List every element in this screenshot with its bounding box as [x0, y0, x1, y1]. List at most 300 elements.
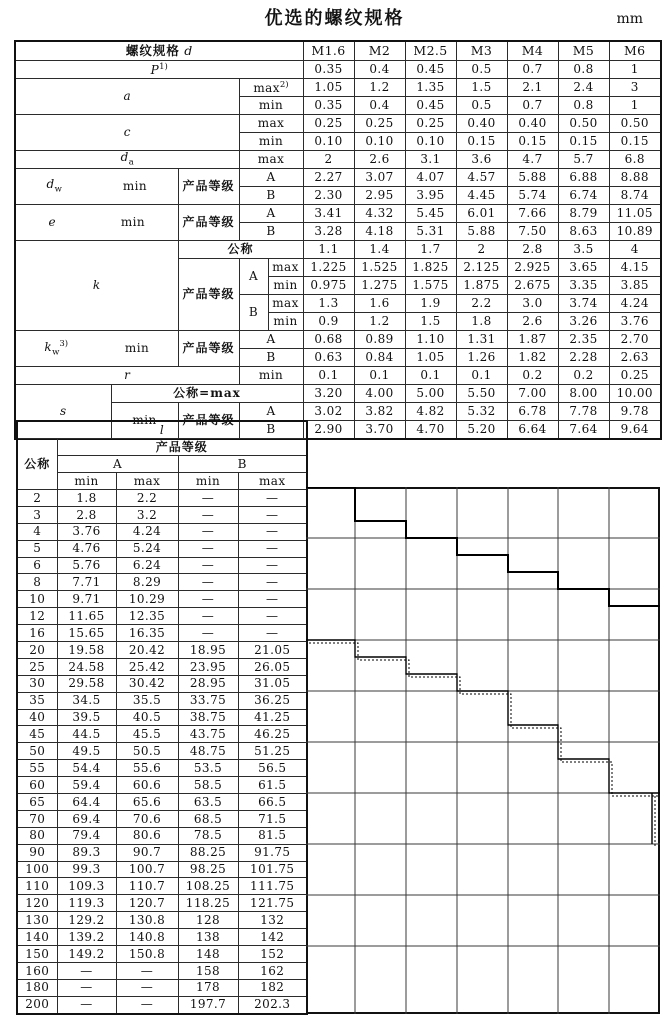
l-table-row [17, 827, 307, 844]
l-value-cell: 90.7 [116, 844, 178, 861]
value-cell: 2.675 [507, 277, 558, 295]
value-cell: 5.88 [507, 169, 558, 187]
l-value-cell: 49.5 [57, 743, 116, 760]
k-A-max-label: max [268, 259, 303, 277]
l-value-cell: 69.4 [57, 810, 116, 827]
l-table-row [17, 844, 307, 861]
value-cell: 0.15 [558, 133, 609, 151]
value-cell: 5.20 [456, 421, 507, 440]
value-cell: 8.00 [558, 385, 609, 403]
dw-grade-label: 产品等级 [178, 169, 239, 205]
value-cell: 1.1 [303, 241, 354, 259]
l-grade-A: A [57, 456, 178, 473]
l-value-cell: 20 [17, 642, 57, 659]
kw-grade-B: B [239, 349, 303, 367]
l-value-cell: 111.75 [238, 878, 307, 895]
min-length-step [306, 487, 660, 606]
row-a-max [15, 79, 661, 97]
value-cell: 2 [303, 151, 354, 169]
l-value-cell: 61.5 [238, 777, 307, 794]
l-value-cell: 58.5 [178, 777, 238, 794]
l-value-cell: 7.71 [57, 574, 116, 591]
l-value-cell: 56.5 [238, 760, 307, 777]
l-value-cell: — [178, 540, 238, 557]
l-value-cell: 8.29 [116, 574, 178, 591]
l-table-row [17, 878, 307, 895]
value-cell: 1.05 [303, 79, 354, 97]
l-value-cell: 129.2 [57, 912, 116, 929]
row-c-max [15, 115, 661, 133]
value-cell: 0.40 [507, 115, 558, 133]
value-cell: 3.26 [558, 313, 609, 331]
value-cell: 0.1 [405, 367, 456, 385]
value-cell: 1.275 [354, 277, 405, 295]
row-da [15, 151, 661, 169]
l-table-row [17, 591, 307, 608]
value-cell: 7.66 [507, 205, 558, 223]
l-value-cell: 3.76 [57, 523, 116, 540]
thread-spec-label: 螺纹规格 d [15, 41, 303, 61]
value-cell: 0.63 [303, 349, 354, 367]
value-cell: 0.15 [609, 133, 661, 151]
dw-grade-B: B [239, 187, 303, 205]
l-value-cell: 43.75 [178, 726, 238, 743]
l-value-cell: 4.24 [116, 523, 178, 540]
value-cell: 4.45 [456, 187, 507, 205]
l-value-cell: 48.75 [178, 743, 238, 760]
k-label: k [15, 241, 178, 331]
value-cell: 9.78 [609, 403, 661, 421]
l-value-cell: 119.3 [57, 895, 116, 912]
value-cell: 1.5 [456, 79, 507, 97]
value-cell: 3.85 [609, 277, 661, 295]
l-value-cell: 70 [17, 810, 57, 827]
value-cell: 4 [609, 241, 661, 259]
value-cell: 5.7 [558, 151, 609, 169]
l-value-cell: 30.42 [116, 675, 178, 692]
row-s-A [15, 403, 661, 421]
l-value-cell: 132 [238, 912, 307, 929]
l-value-cell: 31.05 [238, 675, 307, 692]
value-cell: 8.74 [609, 187, 661, 205]
l-value-cell: 130.8 [116, 912, 178, 929]
l-value-cell: 64.4 [57, 794, 116, 811]
value-cell: 1.6 [354, 295, 405, 313]
value-cell: 3.82 [354, 403, 405, 421]
value-cell: 6.74 [558, 187, 609, 205]
l-table-row [17, 979, 307, 996]
value-cell: 3.02 [303, 403, 354, 421]
l-value-cell: 180 [17, 979, 57, 996]
value-cell: 1.87 [507, 331, 558, 349]
value-cell: 5.31 [405, 223, 456, 241]
value-cell: 8.63 [558, 223, 609, 241]
value-cell: 8.88 [609, 169, 661, 187]
value-cell: 1.525 [354, 259, 405, 277]
l-value-cell: 70.6 [116, 810, 178, 827]
l-value-cell: — [238, 540, 307, 557]
l-value-cell: 68.5 [178, 810, 238, 827]
value-cell: 2.90 [303, 421, 354, 440]
l-value-cell: 5 [17, 540, 57, 557]
value-cell: 0.25 [609, 367, 661, 385]
value-cell: 4.70 [405, 421, 456, 440]
value-cell: 3.65 [558, 259, 609, 277]
l-table-row [17, 726, 307, 743]
l-value-cell: 18.95 [178, 642, 238, 659]
value-cell: 0.10 [354, 133, 405, 151]
value-cell: 10.89 [609, 223, 661, 241]
l-value-cell: 44.5 [57, 726, 116, 743]
value-cell: 1.9 [405, 295, 456, 313]
value-cell: 5.00 [405, 385, 456, 403]
value-cell: 2.30 [303, 187, 354, 205]
l-value-cell: 54.4 [57, 760, 116, 777]
l-value-cell: 3 [17, 506, 57, 523]
value-cell: 3.5 [558, 241, 609, 259]
kw-grade-A: A [239, 331, 303, 349]
value-cell: 0.25 [405, 115, 456, 133]
value-cell: 1.4 [354, 241, 405, 259]
value-cell: 2.2 [456, 295, 507, 313]
l-value-cell: — [116, 979, 178, 996]
value-cell: 5.45 [405, 205, 456, 223]
c-min-label: min [239, 133, 303, 151]
l-label: l [17, 421, 307, 439]
l-value-cell: 60.6 [116, 777, 178, 794]
value-cell: M1.6 [303, 41, 354, 61]
l-table-row [17, 777, 307, 794]
value-cell: 1.26 [456, 349, 507, 367]
value-cell: 2.8 [507, 241, 558, 259]
l-value-cell: 99.3 [57, 861, 116, 878]
l-value-cell: — [178, 625, 238, 642]
l-value-cell: 36.25 [238, 692, 307, 709]
value-cell: 2.925 [507, 259, 558, 277]
value-cell: 3.95 [405, 187, 456, 205]
l-value-cell: 142 [238, 929, 307, 946]
value-cell: 2.35 [558, 331, 609, 349]
a-max-label: $\max^{2)}$ [239, 79, 303, 97]
l-value-cell: 149.2 [57, 946, 116, 963]
value-cell: 0.4 [354, 61, 405, 79]
value-cell: 0.10 [405, 133, 456, 151]
value-cell: 1.2 [354, 79, 405, 97]
l-table-row [17, 794, 307, 811]
e-grade-label: 产品等级 [178, 205, 239, 241]
l-B-min-label: min [178, 473, 238, 490]
value-cell: 8.79 [558, 205, 609, 223]
l-value-cell: 101.75 [238, 861, 307, 878]
l-value-cell: 81.5 [238, 827, 307, 844]
k-nominal-label: 公称 [178, 241, 303, 259]
l-value-cell: 2 [17, 490, 57, 507]
value-cell: 0.2 [507, 367, 558, 385]
l-value-cell: — [238, 574, 307, 591]
s-grade-A: A [239, 403, 303, 421]
l-value-cell: 66.5 [238, 794, 307, 811]
s-grade-B: B [239, 421, 303, 440]
value-cell: 5.74 [507, 187, 558, 205]
dw-grade-A: A [239, 169, 303, 187]
l-value-cell: — [238, 608, 307, 625]
l-value-cell: 150 [17, 946, 57, 963]
l-value-cell: 89.3 [57, 844, 116, 861]
value-cell: 0.50 [609, 115, 661, 133]
l-value-cell: 110.7 [116, 878, 178, 895]
l-value-cell: 5.24 [116, 540, 178, 557]
l-table-row [17, 506, 307, 523]
row-P [15, 61, 661, 79]
value-cell: 0.1 [354, 367, 405, 385]
r-label: r [15, 367, 239, 385]
l-value-cell: 46.25 [238, 726, 307, 743]
value-cell: 0.9 [303, 313, 354, 331]
value-cell: M2.5 [405, 41, 456, 61]
l-table-row [17, 490, 307, 507]
s-grade-label: 产品等级 [178, 403, 239, 440]
l-value-cell: — [238, 625, 307, 642]
l-table-row [17, 962, 307, 979]
l-value-cell: 60 [17, 777, 57, 794]
l-value-cell: 90 [17, 844, 57, 861]
value-cell: 0.8 [558, 61, 609, 79]
k-B-min-label: min [268, 313, 303, 331]
l-table-row [17, 743, 307, 760]
l-A-max-label: max [116, 473, 178, 490]
da-max-label: max [239, 151, 303, 169]
row-r [15, 367, 661, 385]
c-label: c [15, 115, 239, 151]
l-minmax-row [17, 473, 307, 490]
value-cell: 4.07 [405, 169, 456, 187]
P-label: $P^{1)}$ [15, 61, 303, 79]
value-cell: 1.5 [405, 313, 456, 331]
l-grade-ab-row [17, 456, 307, 473]
l-value-cell: 11.65 [57, 608, 116, 625]
c-max-label: max [239, 115, 303, 133]
l-value-cell: — [238, 591, 307, 608]
l-grade-B: B [178, 456, 307, 473]
value-cell: 1.35 [405, 79, 456, 97]
l-value-cell: 25 [17, 658, 57, 675]
k-grade-B: B [239, 295, 268, 331]
l-value-cell: 152 [238, 946, 307, 963]
value-cell: 3.76 [609, 313, 661, 331]
l-table-row [17, 996, 307, 1013]
value-cell: 3.1 [405, 151, 456, 169]
l-table-row [17, 625, 307, 642]
kw-grade-label: 产品等级 [178, 331, 239, 367]
l-value-cell: 45.5 [116, 726, 178, 743]
l-value-cell: — [57, 996, 116, 1013]
value-cell: 0.975 [303, 277, 354, 295]
e-label: e min [15, 205, 178, 241]
value-cell: 0.35 [303, 61, 354, 79]
value-cell: 6.64 [507, 421, 558, 440]
l-value-cell: 148 [178, 946, 238, 963]
value-cell: 4.00 [354, 385, 405, 403]
l-value-cell: 91.75 [238, 844, 307, 861]
l-value-cell: 138 [178, 929, 238, 946]
l-value-cell: 29.58 [57, 675, 116, 692]
value-cell: 3.28 [303, 223, 354, 241]
l-value-cell: — [57, 979, 116, 996]
value-cell: 0.15 [456, 133, 507, 151]
l-value-cell: 3.2 [116, 506, 178, 523]
l-value-cell: 65.6 [116, 794, 178, 811]
max-length-step-dotted [309, 643, 660, 847]
value-cell: 0.5 [456, 97, 507, 115]
l-value-cell: 130 [17, 912, 57, 929]
e-grade-B: B [239, 223, 303, 241]
value-cell: 9.64 [609, 421, 661, 440]
l-table-row [17, 658, 307, 675]
l-value-cell: 140 [17, 929, 57, 946]
l-value-cell: 40.5 [116, 709, 178, 726]
value-cell: 7.64 [558, 421, 609, 440]
kw-label: $k_w^{3)}$ min [15, 331, 178, 367]
k-grade-A: A [239, 259, 268, 295]
l-value-cell: — [178, 557, 238, 574]
value-cell: 7.50 [507, 223, 558, 241]
l-value-cell: 63.5 [178, 794, 238, 811]
value-cell: 0.84 [354, 349, 405, 367]
l-value-cell: 1.8 [57, 490, 116, 507]
l-value-cell: 55 [17, 760, 57, 777]
l-value-cell: 34.5 [57, 692, 116, 709]
l-value-cell: 23.95 [178, 658, 238, 675]
value-cell: 0.35 [303, 97, 354, 115]
l-grade-row [17, 439, 307, 456]
l-value-cell: — [178, 574, 238, 591]
k-B-max-label: max [268, 295, 303, 313]
value-cell: 2.6 [507, 313, 558, 331]
value-cell: 1.31 [456, 331, 507, 349]
l-value-cell: 178 [178, 979, 238, 996]
l-value-cell: 140.8 [116, 929, 178, 946]
value-cell: 2.6 [354, 151, 405, 169]
l-value-cell: 5.76 [57, 557, 116, 574]
dw-label: $d_w$ min [15, 169, 178, 205]
value-cell: 1.05 [405, 349, 456, 367]
value-cell: 2.4 [558, 79, 609, 97]
l-value-cell: 4.76 [57, 540, 116, 557]
l-value-cell: 15.65 [57, 625, 116, 642]
value-cell: 2.125 [456, 259, 507, 277]
value-cell: 1 [609, 61, 661, 79]
row-kw-A [15, 331, 661, 349]
l-value-cell: — [116, 962, 178, 979]
row-e-A [15, 205, 661, 223]
l-value-cell: 71.5 [238, 810, 307, 827]
value-cell: 2.28 [558, 349, 609, 367]
value-cell: 4.15 [609, 259, 661, 277]
value-cell: M4 [507, 41, 558, 61]
l-value-cell: 41.25 [238, 709, 307, 726]
l-value-cell: 55.6 [116, 760, 178, 777]
value-cell: 2.70 [609, 331, 661, 349]
da-label: $d_a$ [15, 151, 239, 169]
value-cell: 4.24 [609, 295, 661, 313]
l-value-cell: 139.2 [57, 929, 116, 946]
value-cell: 0.7 [507, 61, 558, 79]
value-cell: 0.1 [303, 367, 354, 385]
value-cell: 3.70 [354, 421, 405, 440]
row-k-nominal [15, 241, 661, 259]
l-B-max-label: max [238, 473, 307, 490]
l-value-cell: 100.7 [116, 861, 178, 878]
l-value-cell: 128 [178, 912, 238, 929]
value-cell: 3.35 [558, 277, 609, 295]
value-cell: 4.57 [456, 169, 507, 187]
value-cell: 3.74 [558, 295, 609, 313]
l-table-row [17, 861, 307, 878]
l-value-cell: 50.5 [116, 743, 178, 760]
value-cell: 0.40 [456, 115, 507, 133]
value-cell: 2.95 [354, 187, 405, 205]
l-value-cell: 10 [17, 591, 57, 608]
l-table-row [17, 675, 307, 692]
l-value-cell: 9.71 [57, 591, 116, 608]
l-value-cell: 35.5 [116, 692, 178, 709]
l-value-cell: 2.2 [116, 490, 178, 507]
l-value-cell: 59.4 [57, 777, 116, 794]
value-cell: 1.8 [456, 313, 507, 331]
l-value-cell: 25.42 [116, 658, 178, 675]
r-min-label: min [239, 367, 303, 385]
value-cell: 3 [609, 79, 661, 97]
value-cell: 6.88 [558, 169, 609, 187]
l-value-cell: 12 [17, 608, 57, 625]
value-cell: 6.01 [456, 205, 507, 223]
l-table-row [17, 895, 307, 912]
range-grid-frame [307, 488, 659, 1013]
value-cell: 1.7 [405, 241, 456, 259]
l-value-cell: 200 [17, 996, 57, 1013]
l-value-cell: 26.05 [238, 658, 307, 675]
k-A-min-label: min [268, 277, 303, 295]
l-table-row [17, 946, 307, 963]
l-value-cell: 80 [17, 827, 57, 844]
value-cell: 0.25 [303, 115, 354, 133]
value-cell: 0.50 [558, 115, 609, 133]
l-value-cell: 39.5 [57, 709, 116, 726]
value-cell: 4.32 [354, 205, 405, 223]
l-value-cell: 10.29 [116, 591, 178, 608]
page-title: 优选的螺纹规格 [264, 8, 405, 29]
value-cell: 0.45 [405, 61, 456, 79]
row-s-nominal [15, 385, 661, 403]
value-cell: M3 [456, 41, 507, 61]
l-value-cell: 120 [17, 895, 57, 912]
l-nominal-label: 公称 [17, 439, 57, 490]
value-cell: 0.7 [507, 97, 558, 115]
l-table-row [17, 810, 307, 827]
row-thread-spec [15, 41, 661, 61]
value-cell: 1.225 [303, 259, 354, 277]
l-value-cell: 50 [17, 743, 57, 760]
l-value-cell: 98.25 [178, 861, 238, 878]
value-cell: 1.2 [354, 313, 405, 331]
value-cell: 3.6 [456, 151, 507, 169]
l-value-cell: — [178, 490, 238, 507]
l-value-cell: 162 [238, 962, 307, 979]
l-value-cell: 150.8 [116, 946, 178, 963]
l-value-cell: 158 [178, 962, 238, 979]
l-value-cell: — [238, 490, 307, 507]
value-cell: 0.2 [558, 367, 609, 385]
